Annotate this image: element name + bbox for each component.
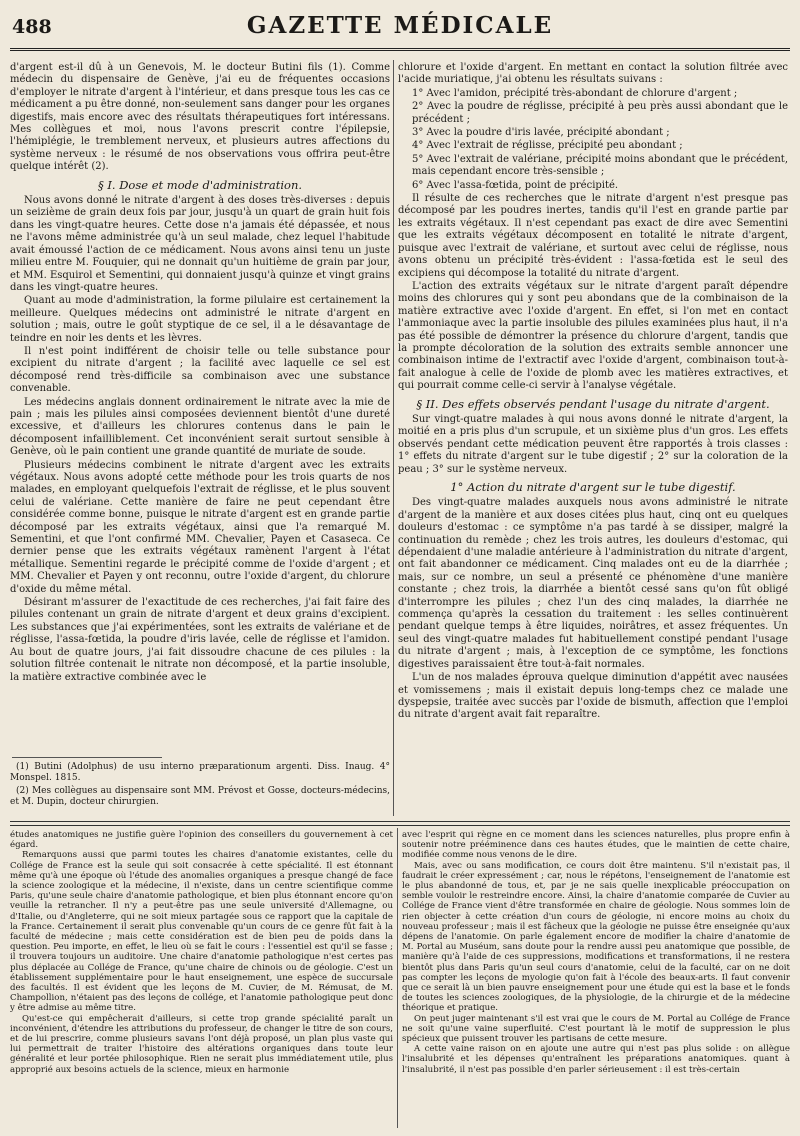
list-item: 1° Avec l'amidon, précipité très-abondant de chlorure d'argent ; [412, 87, 738, 99]
paragraph: Quant au mode d'administration, la forme pilulaire est certainement la meilleure. Quelques médecins ont administré le nitrate d'argent en solution ; mais, outre le goût styptique de ce sel, il a le désavantage de teindre en noir les dents et les lèvres. [10, 295, 390, 344]
bottom-column-right [402, 830, 790, 1075]
paragraph: d'argent est-il dû à un Genevois, M. le docteur Butini fils (1). Comme médecin du dispensaire de Genève, j'ai eu de fréquentes occasions d'employer le nitrate d'argent à l'intérieur, et dans presque tous les cas ce médicament a pu être donné, non-seulement sans danger pour les organes digestifs, mais encore avec des résultats thérapeutiques fort intéressans. Mes collègues et moi, nous l'avons prescrit contre l'épilepsie, l'hémiplégie, le tremblement nerveux, et plusieurs autres affections du système nerveux : le résumé de nos observations vous offrira peut-être quelque intérêt (2). [10, 62, 390, 173]
list-item: 3° Avec la poudre d'iris lavée, précipité abondant ; [412, 127, 670, 139]
paragraph: Sur vingt-quatre malades à qui nous avons donné le nitrate d'argent, la moitié en a pris plus d'un scrupule, et un sixième plus d'un gros. Les effets observés pendant cette médication peuvent être rapportés à trois classes : 1° effets du nitrate d'argent sur le tube digestif ; 2° sur la coloration de la peau ; 3° sur le système nerveux. [398, 413, 788, 475]
paragraph: Qu'est-ce qui empêcherait d'ailleurs, si cette trop grande spécialité paraît un inconvénient, d'étendre les attributions du professeur, de changer le titre de son cours, et de lui prescrire, comme plusieurs savans l'ont déjà proposé, un plan plus vaste qui lui permettrait de traiter l'histoire des altérations organiques dans toute leur généralité et leur portée philosophique. Rien ne serait plus immédiatement utile, plus approprié aux besoins actuels de la science, mieux en harmonie [10, 1013, 393, 1075]
list-item: 6° Avec l'assa-fœtida, point de précipité. [412, 179, 619, 191]
paragraph: chlorure et l'oxide d'argent. En mettant en contact la solution filtrée avec l'acide muriatique, j'ai obtenu les résultats suivans : [398, 62, 788, 86]
page-header [10, 14, 790, 51]
paragraph: Il n'est point indifférent de choisir telle ou telle substance pour excipient du nitrate d'argent ; la facilité avec laquelle ce sel est décomposé rend très-difficile sa combinaison avec une substance convenable. [10, 345, 390, 395]
results-list [398, 88, 788, 192]
footnotes [10, 762, 390, 810]
paragraph: Les médecins anglais donnent ordinairement le nitrate avec la mie de pain ; mais les pilules ainsi composées deviennent bientôt d'une dureté excessive, et d'ailleurs les chlorures contenus dans le pain le décomposent infailliblement. Cet inconvénient serait surtout sensible à Genève, où le pain contient une grande quantité de muriate de soude. [10, 396, 390, 458]
section-heading-effects: § II. Des effets observés pendant l'usage du nitrate d'argent. [416, 396, 770, 411]
subsection-heading-digestive: 1° Action du nitrate d'argent sur le tube digestif. [450, 480, 736, 494]
column-right [398, 62, 788, 723]
paragraph: Remarquons aussi que parmi toutes les chaires d'anatomie existantes, celle du Collége de France est la seule qui soit consacrée à cette spécialité. Il est étonnant même qu'à une époque où l'étude des anomalies organiques a presque changé de face la science zoologique et la médecine, il n'existe, dans un centre scientifique comme Paris, qu'une seule chaire d'anatomie pathologique, et bien plus étonnant encore qu'on veuille la retrancher. Il n'y a peut-être pas une seule université d'Allemagne, ou d'Italie, ou d'Angleterre, qui ne soit mieux partagée sous ce rapport que la capitale de la France. Certainement il serait plus convenable qu'un cours de ce genre fût fait à la faculté de médecine ; mais cette considération est de bien peu de poids dans la question. Peu importe, en effet, le lieu où se fait le cours : l'essentiel est qu'il se fasse ; il trouvera toujours un auditoire. Une chaire d'anatomie pathologique n'est certes pas plus déplacée au Collége de France, qu'une chaire de chinois ou de géologie. C'est un établissement supplémentaire pour le haut enseignement, une espèce de succursale des facultés. Il est évident que les leçons de M. Cuvier, de M. Rémusat, de M. Champollion, n'étaient pas des leçons de collége, et l'anatomie pathologique peut donc y être admise au même titre. [10, 850, 393, 1014]
footnote-rule [12, 757, 162, 758]
paragraph: L'action des extraits végétaux sur le nitrate d'argent paraît dépendre moins des chlorures qui y sont peu abondans que de la combinaison de la matière extractive avec l'oxide d'argent. En effet, si l'on met en contact l'ammoniaque avec la partie insoluble des pilules examinées plus haut, il n'a pas été possible de démontrer la présence du chlorure d'argent, tandis que la prompte décoloration de la solution des extraits semble annoncer une combinaison intime de l'extractif avec l'oxide d'argent, combinaison tout-à-fait analogue à celle de l'oxide de plomb avec les matières extractives, et qui pourrait comme celle-ci servir à l'analyse végétale. [398, 280, 788, 392]
page-number: 488 [12, 16, 52, 38]
paragraph: Des vingt-quatre malades auxquels nous avons administré le nitrate d'argent de la manière et aux doses citées plus haut, cinq ont eu quelques douleurs d'estomac : ce symptôme n'a pas tardé à se dissiper, malgré la continuation du remède ; chez les trois autres, les douleurs d'estomac, qui dépendaient d'une maladie antérieure à l'administration du nitrate d'argent, ont fait abandonner ce médicament. Cinq malades ont eu de la diarrhée ; mais, sur ce nombre, un seul a présenté ce phénomène d'une manière constante ; chez trois, la diarrhée a bientôt cessé sans qu'on fût obligé d'interrompre les pilules ; chez l'un des cinq malades, la diarrhée ne commença qu'après la cessation du traitement : les selles continuèrent pendant quelque temps à être liquides, noirâtres, et assez fréquentes. Un seul des vingt-quatre malades fut habituellement constipé pendant l'usage du nitrate d'argent ; mais, à l'exception de ce symptôme, les fonctions digestives paraissaient être tout-à-fait normales. [398, 497, 788, 670]
list-item: 4° Avec l'extrait de réglisse, précipité peu abondant ; [412, 140, 683, 152]
column-divider [393, 60, 394, 816]
bottom-column-divider [397, 828, 398, 1128]
journal-title: GAZETTE MÉDICALE [246, 12, 554, 39]
paragraph: Mais, avec ou sans modification, ce cours doit être maintenu. S'il n'existait pas, il faudrait le créer expressément ; car, nous le répétons, l'enseignement de l'anatomie est le plus abandonné de tous, et, par je ne sais quelle inexplicable préoccupation on semble vouloir le restreindre encore. Ainsi, la chaire d'anatomie comparée de Cuvier au Collége de France vient d'être transformée en chaire de géologie. Nous sommes loin de rien objecter à cette création d'un cours de géologie, ni encore moins au choix du nouveau professeur ; mais il est fâcheux que la géologie ne puisse être enseignée qu'aux dépens de l'anatomie. On parle également encore de modifier la chaire d'anatomie de M. Portal au Muséum, sans doute pour la rendre aussi peu anatomique que possible, de manière qu'à l'aide de ces suppressions, modifications et transformations, il ne restera bientôt plus dans Paris qu'un seul cours d'anatomie, celui de la faculté, car on ne doit pas compter les leçons de myologie qu'on fait à l'école des beaux-arts. Il faut convenir que ce serait là un bien pauvre enseignement pour une étude qui est la base et le fonds de toutes les sciences zoologiques, de la physiologie, de la chirurgie et de la médecine théorique et pratique. [402, 860, 790, 1014]
paragraph: A cette vaine raison on en ajoute une autre qui n'est pas plus solide : on allègue l'insalubrité et les dépenses qu'entraînent les préparations anatomiques. quant à l'insalubrité, il n'est pas possible d'en parler sérieusement : il est très-certain [402, 1044, 790, 1075]
bottom-column-left [10, 830, 393, 1075]
paragraph: Nous avons donné le nitrate d'argent à des doses très-diverses : depuis un seizième de grain deux fois par jour, jusqu'à un quart de grain huit fois dans les vingt-quatre heures. Cette dose n'a jamais été dépassée, et nous ne l'avons même administrée qu'à un seul malade, chez lequel l'habitude avait émoussé l'action de ce médicament. Nous avons ainsi tenu un juste milieu entre M. Fouquier, qui ne donnait qu'un huitième de grain par jour, et MM. Esquirol et Sementini, qui donnaient jusqu'à quinze et vingt grains dans les vingt-quatre heures. [10, 195, 390, 293]
column-left [10, 62, 390, 685]
paragraph: L'un de nos malades éprouva quelque diminution d'appétit avec nausées et vomissemens ; mais il existait depuis long-temps chez ce malade une dyspepsie, traitée avec succès par l'oxide de bismuth, affection que l'emploi du nitrate d'argent avait fait reparaître. [398, 672, 788, 721]
footnote-2: (2) Mes collègues au dispensaire sont MM. Prévost et Gosse, docteurs-médecins, et M. Dupin, docteur chirurgien. [10, 786, 390, 807]
paragraph: On peut juger maintenant s'il est vrai que le cours de M. Portal au Collége de France ne soit qu'une vaine superfluité. C'est pourtant là le motif de suppression le plus spécieux que puissent trouver les partisans de cette mesure. [402, 1013, 790, 1045]
section-divider [10, 821, 790, 826]
list-item: 2° Avec la poudre de réglisse, précipité à peu près aussi abondant que le précédent ; [412, 101, 788, 125]
paragraph: études anatomiques ne justifie guère l'opinion des conseillers du gouvernement à cet égard. [10, 830, 393, 851]
paragraph: avec l'esprit qui règne en ce moment dans les sciences naturelles, plus propre enfin à soutenir notre prééminence dans ces hautes études, que le maintien de cette chaire, modifiée comme nous venons de le dire. [402, 830, 790, 861]
list-item: 5° Avec l'extrait de valériane, précipité moins abondant que le précédent, mais cependant encore très-sensible ; [412, 153, 788, 178]
footnote-1: (1) Butini (Adolphus) de usu interno præparationum argenti. Diss. Inaug. 4° Monspel. 1815. [10, 762, 390, 783]
paragraph: Désirant m'assurer de l'exactitude de ces recherches, j'ai fait faire des pilules contenant un grain de nitrate d'argent et deux grains d'excipient. Les substances que j'ai expérimentées, sont les extraits de valériane et de réglisse, l'assa-fœtida, la poudre d'iris lavée, celle de réglisse et l'amidon. Au bout de quatre jours, j'ai fait dissoudre chacune de ces pilules : la solution filtrée contenait le nitrate non décomposé, et la partie insoluble, la matière extractive combinée avec le [10, 597, 390, 683]
section-heading-dose: § I. Dose et mode d'administration. [97, 177, 303, 192]
paragraph: Plusieurs médecins combinent le nitrate d'argent avec les extraits végétaux. Nous avons adopté cette méthode pour les trois quarts de nos malades, en employant quelquefois l'extrait de réglisse, et le plus souvent celui de valériane. Cette manière de faire ne peut cependant être considérée comme bonne, puisque le nitrate d'argent est en grande partie décomposé par les extraits végétaux, ainsi que l'a remarqué M. Sementini, et que l'ont confirmé MM. Chevalier, Payen et Casaseca. Ce dernier pense que les extraits végétaux ramènent l'argent à l'état métallique. Sementini regarde le précipité comme de l'oxide d'argent ; et MM. Chevalier et Payen y ont reconnu, outre l'oxide d'argent, du chlorure d'oxide du même métal. [10, 459, 390, 595]
paragraph: Il résulte de ces recherches que le nitrate d'argent n'est presque pas décomposé par les poudres inertes, tandis qu'il l'est en grande partie par les extraits végétaux. Il n'est cependant pas exact de dire avec Sementini que les extraits végétaux décomposent en totalité le nitrate d'argent, puisque avec l'extrait de valériane, et surtout avec celui de réglisse, nous avons obtenu un précipité très-évident : l'assa-fœtida est le seul des excipiens qui décompose la totalité du nitrate d'argent. [398, 193, 788, 279]
